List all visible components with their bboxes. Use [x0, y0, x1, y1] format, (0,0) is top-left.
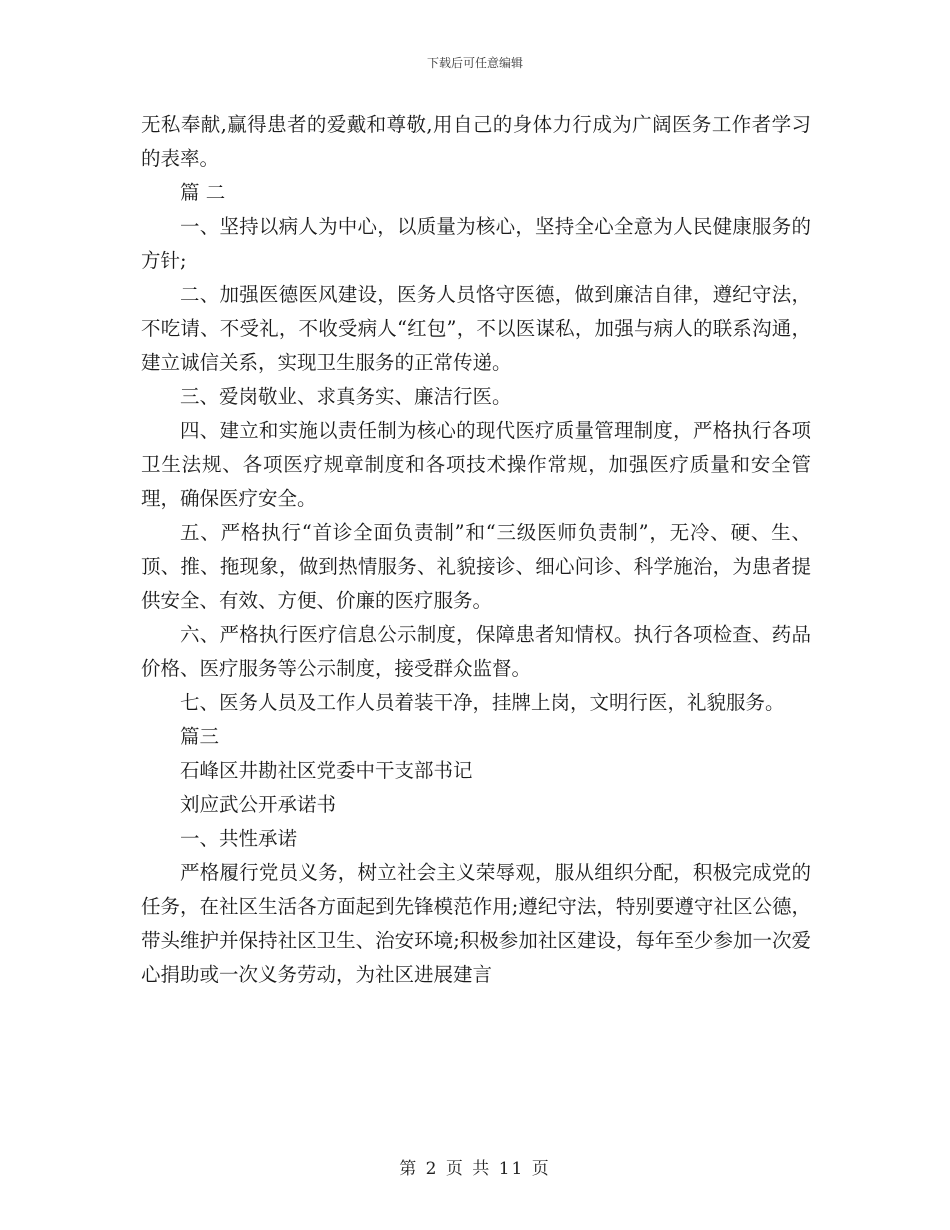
- paragraph-continuation: 无私奉献,赢得患者的爱戴和尊敬,用自己的身体力行成为广阔医务工作者学习的表率。: [141, 113, 811, 170]
- section-heading-part-two: 篇 二: [180, 181, 226, 204]
- paragraph-common-pledge: 严格履行党员义务，树立社会主义荣辱观，服从组织分配，积极完成党的任务，在社区生活各方面起到先锋模范作用;遵纪守法，特别要遵守社区公德，带头维护并保持社区卫生、治安环境;积极参加社区建设，每年至少参加一次爱心捐助或一次义务劳动，为社区进展建言: [141, 861, 811, 986]
- page-header: 下载后可任意编辑: [426, 56, 523, 70]
- subtitle-organization: 石峰区井勘社区党委中干支部书记: [180, 759, 473, 782]
- paragraph-item-1: 一、坚持以病人为中心，以质量为核心，坚持全心全意为人民健康服务的方针;: [141, 215, 811, 272]
- paragraph-item-2: 二、加强医德医风建设，医务人员恪守医德，做到廉洁自律，遵纪守法，不吃请、不受礼，不收受病人“红包”，不以医谋私，加强与病人的联系沟通，建立诚信关系，实现卫生服务的正常传递。: [141, 283, 811, 374]
- document-body: [141, 108, 811, 992]
- paragraph-item-3: 三、爱岗敬业、求真务实、廉洁行医。: [180, 385, 512, 408]
- paragraph-item-4: 四、建立和实施以责任制为核心的现代医疗质量管理制度，严格执行各项卫生法规、各项医疗规章制度和各项技术操作常规，加强医疗质量和安全管理，确保医疗安全。: [141, 419, 811, 510]
- page-footer: 第 2 页 共 11 页: [399, 1159, 551, 1179]
- section-heading-part-three: 篇三: [180, 725, 220, 748]
- paragraph-item-5: 五、严格执行“首诊全面负责制”和“三级医师负责制”，无冷、硬、生、顶、推、拖现象，做到热情服务、礼貌接诊、细心问诊、科学施治，为患者提供安全、有效、方便、价廉的医疗服务。: [141, 521, 811, 612]
- paragraph-item-6: 六、严格执行医疗信息公示制度，保障患者知情权。执行各项检查、药品价格、医疗服务等公示制度，接受群众监督。: [141, 623, 811, 680]
- subtitle-pledge: 刘应武公开承诺书: [180, 793, 337, 816]
- paragraph-item-7: 七、医务人员及工作人员着装干净，挂牌上岗，文明行医，礼貌服务。: [180, 691, 785, 714]
- subheading-common-pledge: 一、共性承诺: [180, 827, 298, 850]
